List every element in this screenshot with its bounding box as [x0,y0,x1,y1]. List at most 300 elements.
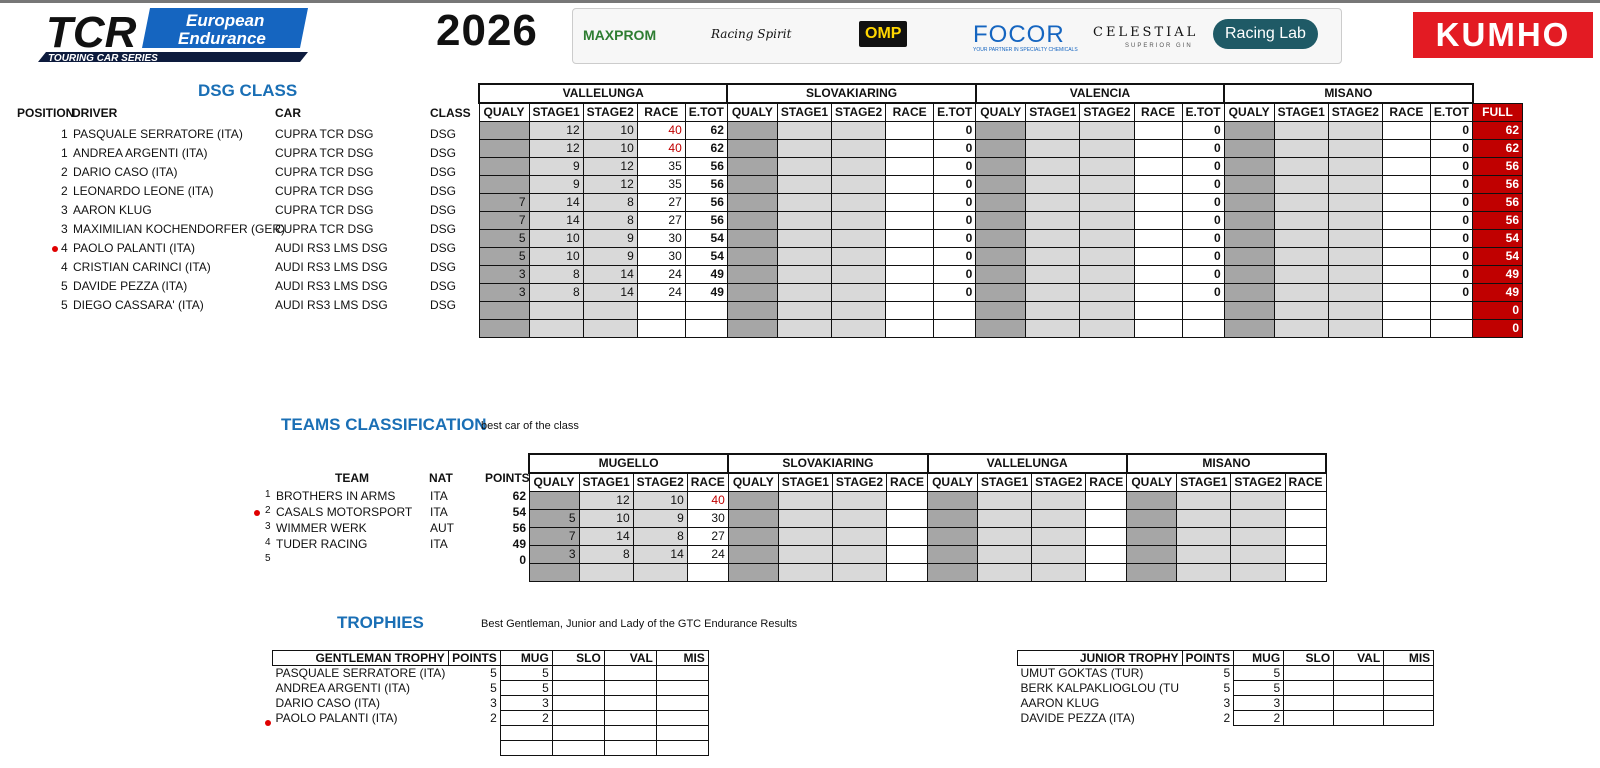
team-name: WIMMER WERK [276,521,367,535]
stage2-cell [832,212,886,230]
qualy-cell: 3 [479,266,529,284]
stage1-cell: 12 [529,122,583,140]
trophy-points: 3 [490,696,497,710]
qualy-cell [976,266,1026,284]
trophy-val [604,696,656,711]
stage2-cell: 10 [633,492,687,510]
race-cell [687,564,728,582]
trophy-points: 3 [1223,696,1231,710]
subcol-header: QUALY [727,103,777,122]
etot-cell: 0 [1182,266,1224,284]
race-cell [1134,158,1182,176]
qualy-cell [928,510,978,528]
stage2-cell [832,194,886,212]
trophy-mis [656,726,708,741]
stage1-cell [978,546,1032,564]
venue-header: MUGELLO [529,454,728,473]
etot-cell: 0 [1182,284,1224,302]
stage1-cell [1026,284,1080,302]
race-cell [1134,266,1182,284]
stage2-cell [832,248,886,266]
trophy-name [273,741,449,756]
subcol-header: STAGE2 [1032,473,1086,492]
team-position: 2 [265,505,271,516]
stage1-cell: 9 [529,176,583,194]
trophy-slo [1284,696,1334,711]
full-total-cell: 56 [1473,158,1523,176]
stage2-cell [1080,194,1134,212]
driver-name: DARIO CASO (ITA) [73,165,178,179]
qualy-cell [928,528,978,546]
qualy-cell [479,320,529,338]
stage2-cell: 8 [583,212,637,230]
trophy-slo [552,726,604,741]
race-cell [1382,284,1430,302]
etot-cell [934,302,976,320]
stage1-cell [1274,176,1328,194]
table-row [529,510,1326,528]
qualy-cell [976,194,1026,212]
etot-cell: 49 [685,266,727,284]
trophy-mug: 5 [500,666,552,681]
trophy-points: 5 [490,681,497,695]
race-cell [887,528,928,546]
venue-header: SLOVAKIARING [728,454,927,473]
table-row [1018,681,1434,696]
driver-class: DSG [430,279,457,293]
etot-cell: 0 [1182,194,1224,212]
trophies-note: Best Gentleman, Junior and Lady of the GTC Endurance Results [481,618,798,630]
trophy-slo [552,741,604,756]
stage1-cell [1274,140,1328,158]
table-row [479,302,1523,320]
race-cell [886,122,934,140]
table-row [479,266,1523,284]
qualy-cell [1224,230,1274,248]
stage2-cell [1080,248,1134,266]
qualy-cell [1224,176,1274,194]
qualy-cell [728,564,778,582]
race-cell [1382,122,1430,140]
etot-cell [934,320,976,338]
qualy-cell [727,212,777,230]
trophy-points: 5 [1223,666,1231,681]
qualy-cell [529,564,579,582]
trophy-slo [552,696,604,711]
stage2-cell: 9 [583,230,637,248]
team-position: 5 [265,553,271,564]
qualy-cell: 7 [529,528,579,546]
qualy-cell [1224,194,1274,212]
col-points: POINTS [485,471,530,485]
dsg-results-table [478,83,1523,338]
stage2-cell [1080,284,1134,302]
race-cell [886,320,934,338]
stage2-cell [1231,546,1285,564]
table-row [479,176,1523,194]
etot-cell: 0 [1182,230,1224,248]
trophy-points: 2 [1223,711,1231,725]
qualy-cell: 7 [479,194,529,212]
qualy-cell [1127,546,1177,564]
full-total-cell: 0 [1473,320,1523,338]
etot-cell: 0 [1430,122,1472,140]
qualy-cell [727,140,777,158]
table-row [479,212,1523,230]
stage1-cell [778,510,832,528]
race-cell: 30 [637,248,685,266]
stage2-cell [1080,212,1134,230]
etot-cell: 56 [685,212,727,230]
driver-name: ANDREA ARGENTI (ITA) [73,146,208,160]
race-cell [1285,492,1326,510]
trophy-header: VAL [1334,651,1384,666]
qualy-cell [976,302,1026,320]
qualy-cell: 3 [479,284,529,302]
etot-cell: 0 [934,140,976,158]
driver-position: 3 [61,203,68,217]
full-total-cell: 0 [1473,302,1523,320]
driver-class: DSG [430,165,457,179]
driver-class: DSG [430,260,457,274]
trophy-mug: 5 [1234,681,1284,696]
table-row [273,726,709,741]
stage2-cell: 8 [583,194,637,212]
etot-cell: 0 [1430,212,1472,230]
dsg-class-title: DSG CLASS [198,81,298,100]
etot-cell: 56 [685,194,727,212]
stage1-cell [1177,546,1231,564]
driver-position: 5 [61,279,68,293]
stage1-cell: 12 [529,140,583,158]
qualy-cell [1127,564,1177,582]
race-cell [887,510,928,528]
stage2-cell: 14 [583,284,637,302]
qualy-cell [976,122,1026,140]
stage2-cell [1231,528,1285,546]
stage2-cell [832,266,886,284]
race-cell [887,546,928,564]
driver-class: DSG [430,184,457,198]
trophy-mug: 2 [1234,711,1284,726]
race-cell [1134,320,1182,338]
table-row [529,564,1326,582]
etot-cell: 0 [1182,248,1224,266]
etot-cell [1430,302,1472,320]
table-row [479,158,1523,176]
trophy-header: MIS [656,651,708,666]
stage1-cell [579,564,633,582]
stage2-cell: 14 [583,266,637,284]
driver-class: DSG [430,298,457,312]
stage2-cell [1231,564,1285,582]
stage1-cell [777,212,831,230]
subcol-header: STAGE1 [579,473,633,492]
stage2-cell [832,284,886,302]
table-row [273,696,709,711]
qualy-cell: 3 [529,546,579,564]
venue-header: MISANO [1127,454,1326,473]
trophy-header: POINTS [448,651,500,666]
trophy-val [1334,666,1384,681]
qualy-cell [479,122,529,140]
trophy-header: MIS [1384,651,1434,666]
trophy-mug: 5 [1234,666,1284,681]
trophy-header: POINTS [1182,651,1234,666]
stage1-cell [978,510,1032,528]
etot-cell: 0 [1182,140,1224,158]
teams-title: TEAMS CLASSIFICATION [281,415,487,434]
team-points: 54 [512,505,526,519]
subcol-header: STAGE1 [529,103,583,122]
trophy-name: AARON KLUG [1020,696,1100,710]
race-cell [1134,230,1182,248]
stage1-cell [1274,302,1328,320]
subcol-header: RACE [1086,473,1127,492]
stage2-cell: 9 [583,248,637,266]
table-row [479,320,1523,338]
trophy-val [604,681,656,696]
qualy-cell [1224,266,1274,284]
race-cell: 40 [687,492,728,510]
table-row [273,666,709,681]
qualy-cell [728,510,778,528]
qualy-cell [1224,320,1274,338]
trophies-title: TROPHIES [337,613,424,632]
stage2-cell [1032,546,1086,564]
full-total-cell: 54 [1473,230,1523,248]
qualy-cell [976,230,1026,248]
table-row [479,284,1523,302]
stage2-cell [1080,140,1134,158]
trophy-mis [656,681,708,696]
qualy-cell [1127,510,1177,528]
subcol-header: QUALY [1127,473,1177,492]
qualy-cell: 5 [479,230,529,248]
trophy-points: 2 [490,711,497,725]
driver-class: DSG [430,241,457,255]
subcol-header: E.TOT [1430,103,1472,122]
sponsor-focor-tagline: YOUR PARTNER IN SPECIALTY CHEMICALS [973,47,1078,53]
subcol-header: QUALY [976,103,1026,122]
venue-header: SLOVAKIARING [727,84,975,103]
race-cell [1382,248,1430,266]
stage1-cell [778,528,832,546]
stage1-cell [777,284,831,302]
trophy-header: SLO [552,651,604,666]
stage1-cell [1274,284,1328,302]
highlight-marker [52,246,58,252]
trophy-points [448,741,500,756]
full-total-cell: 54 [1473,248,1523,266]
qualy-cell [1127,528,1177,546]
full-total-cell: 49 [1473,284,1523,302]
subcol-header: STAGE1 [777,103,831,122]
trophy-header: MUG [500,651,552,666]
etot-cell: 0 [1430,266,1472,284]
trophy-mis [656,696,708,711]
stage2-cell [832,546,886,564]
subcol-header: STAGE2 [583,103,637,122]
table-row [529,492,1326,510]
trophy-header: MUG [1234,651,1284,666]
stage2-cell [1328,176,1382,194]
race-cell: 30 [637,230,685,248]
qualy-cell [727,302,777,320]
qualy-cell [928,546,978,564]
qualy-cell [727,122,777,140]
stage2-cell [832,176,886,194]
full-total-cell: 49 [1473,266,1523,284]
qualy-cell [928,492,978,510]
sponsor-celestial-tagline: SUPERIOR GIN [1125,43,1193,49]
trophy-header: VAL [604,651,656,666]
stage1-cell: 8 [529,266,583,284]
qualy-cell [976,320,1026,338]
stage1-cell [978,528,1032,546]
stage1-cell [529,302,583,320]
qualy-cell [727,176,777,194]
subcol-header: STAGE1 [978,473,1032,492]
stage2-cell [1080,176,1134,194]
qualy-cell [727,266,777,284]
stage2-cell [1080,320,1134,338]
etot-cell: 54 [685,248,727,266]
qualy-cell [1224,248,1274,266]
team-nat: ITA [430,489,448,503]
svg-text:Endurance: Endurance [178,29,266,48]
subcol-header: QUALY [728,473,778,492]
trophy-name: UMUT GOKTAS (TUR) [1020,666,1144,681]
driver-car: CUPRA TCR DSG [275,184,374,198]
qualy-cell [928,564,978,582]
stage1-cell [777,248,831,266]
trophy-name: DARIO CASO (ITA) [275,696,380,710]
qualy-cell [1224,212,1274,230]
qualy-cell [1127,492,1177,510]
stage1-cell [778,546,832,564]
stage2-cell [1032,510,1086,528]
subcol-header: STAGE2 [1231,473,1285,492]
race-cell [637,320,685,338]
race-cell [886,176,934,194]
driver-class: DSG [430,222,457,236]
trophy-slo [1284,666,1334,681]
qualy-cell [727,320,777,338]
etot-cell: 0 [934,230,976,248]
team-position: 3 [265,521,271,532]
etot-cell: 0 [1182,158,1224,176]
trophy-mis [1384,711,1434,726]
driver-class: DSG [430,127,457,141]
highlight-marker [265,720,271,726]
stage1-cell [1026,140,1080,158]
subcol-header: RACE [887,473,928,492]
sponsor-band [572,8,1342,64]
top-border [0,0,1600,3]
trophy-mis [656,711,708,726]
driver-position: 4 [61,241,68,255]
team-points: 49 [512,537,526,551]
team-name: BROTHERS IN ARMS [276,489,396,503]
gentleman-trophy-table [272,650,709,756]
trophy-mis [1384,681,1434,696]
trophy-mis [1384,696,1434,711]
etot-cell: 62 [685,122,727,140]
subcol-header: STAGE2 [832,103,886,122]
stage1-cell [978,492,1032,510]
stage1-cell [1274,320,1328,338]
stage2-cell [1032,528,1086,546]
table-row [479,194,1523,212]
qualy-cell [727,194,777,212]
driver-car: CUPRA TCR DSG [275,203,374,217]
race-cell [1086,492,1127,510]
trophy-points: 5 [1223,681,1231,695]
stage1-cell: 10 [529,248,583,266]
stage1-cell: 10 [529,230,583,248]
team-name: TUDER RACING [276,537,368,551]
race-cell [1134,284,1182,302]
driver-class: DSG [430,146,457,160]
stage2-cell: 10 [583,140,637,158]
race-cell [886,302,934,320]
stage1-cell [777,176,831,194]
driver-name: AARON KLUG [73,203,152,217]
subcol-header: STAGE2 [832,473,886,492]
race-cell [1285,510,1326,528]
race-cell [1086,564,1127,582]
col-nat: NAT [429,471,453,485]
race-cell [1285,528,1326,546]
driver-position: 1 [61,146,68,160]
stage1-cell [1274,248,1328,266]
subcol-header: STAGE2 [1328,103,1382,122]
stage1-cell [1177,492,1231,510]
stage2-cell [832,122,886,140]
etot-cell: 0 [934,212,976,230]
race-cell [1134,122,1182,140]
subcol-header: STAGE2 [633,473,687,492]
etot-cell: 0 [934,122,976,140]
driver-class: DSG [430,203,457,217]
stage2-cell: 10 [583,122,637,140]
trophy-mug: 3 [500,696,552,711]
trophy-points [448,726,500,741]
qualy-cell [728,546,778,564]
qualy-cell [976,176,1026,194]
stage1-cell [778,492,832,510]
stage2-cell [1328,122,1382,140]
driver-car: AUDI RS3 LMS DSG [275,241,388,255]
race-cell: 27 [637,194,685,212]
etot-cell: 56 [685,158,727,176]
stage1-cell: 9 [529,158,583,176]
table-row [1018,666,1434,681]
etot-cell: 0 [934,248,976,266]
stage1-cell [1274,266,1328,284]
subcol-header: E.TOT [1182,103,1224,122]
subcol-header: RACE [1134,103,1182,122]
stage1-cell [1026,320,1080,338]
stage1-cell [978,564,1032,582]
stage2-cell [1328,248,1382,266]
stage1-cell [777,194,831,212]
table-row [1018,711,1434,726]
col-team: TEAM [335,471,369,485]
subcol-header: STAGE1 [1274,103,1328,122]
table-row [273,711,709,726]
